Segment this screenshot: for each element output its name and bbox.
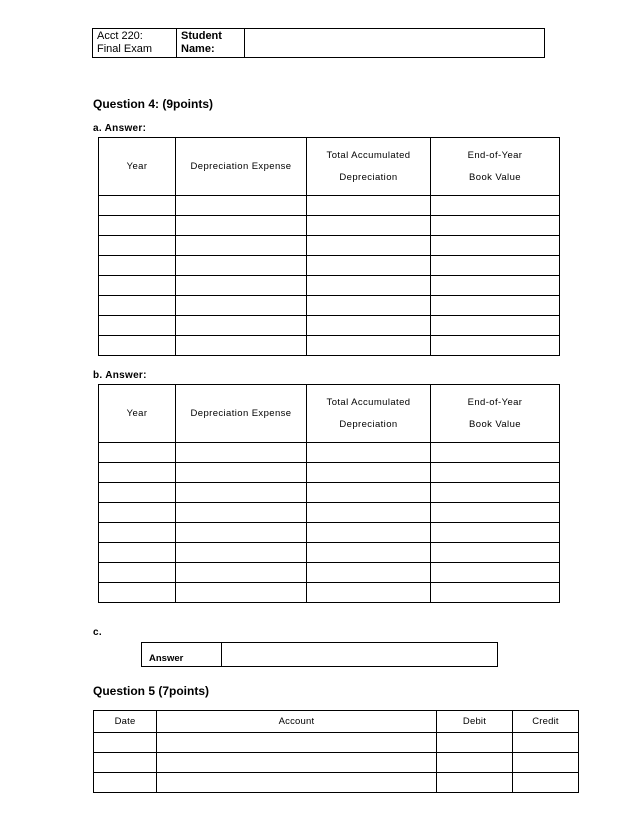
answer-cell[interactable] [99,583,176,603]
table-row [99,503,560,523]
answer-cell-input[interactable] [437,773,512,792]
table-row [99,336,560,356]
question-5-title: Question 5 (7points) [93,684,210,698]
table-b-body [99,443,560,603]
answer-cell-input[interactable] [94,773,156,792]
answer-cell-input[interactable] [431,296,559,315]
answer-cell-input[interactable] [431,543,559,562]
answer-cell[interactable] [99,543,176,563]
answer-cell[interactable] [307,276,431,296]
answer-cell[interactable] [157,773,437,793]
table-row [94,733,579,753]
table-row [99,563,560,583]
answer-cell-input[interactable] [437,733,512,752]
answer-cell[interactable] [307,563,431,583]
answer-cell-input[interactable] [431,503,559,522]
answer-cell-input[interactable] [176,196,306,215]
answer-cell[interactable] [431,316,560,336]
answer-cell[interactable] [99,296,176,316]
answer-cell[interactable] [94,773,157,793]
depreciation-table-a [98,137,560,356]
answer-cell[interactable] [99,196,176,216]
answer-cell-input[interactable] [157,753,436,772]
table-row [99,196,560,216]
answer-cell[interactable] [99,316,176,336]
answer-cell-input[interactable] [157,733,436,752]
answer-cell-input[interactable] [307,583,430,602]
col-date-header: Date [94,711,157,733]
answer-cell[interactable] [307,463,431,483]
answer-cell-input[interactable] [176,563,306,582]
col-book-value-header [431,138,560,196]
answer-cell[interactable] [99,563,176,583]
col-accumulated-header [307,138,431,196]
col-credit-header: Credit [513,711,579,733]
answer-cell-input[interactable] [99,463,175,482]
answer-cell-input[interactable] [176,523,306,542]
answer-cell-input[interactable] [99,563,175,582]
answer-cell-input[interactable] [431,276,559,295]
table-row [99,216,560,236]
answer-cell[interactable] [94,733,157,753]
table-row [99,523,560,543]
answer-cell[interactable] [307,583,431,603]
answer-cell-input[interactable] [307,256,430,275]
answer-cell[interactable] [307,236,431,256]
answer-cell[interactable] [176,523,307,543]
answer-cell[interactable] [437,753,513,773]
book-line2: Book Value [469,418,521,430]
answer-cell-input[interactable] [99,256,175,275]
answer-cell-input[interactable] [437,753,512,772]
answer-cell[interactable] [176,296,307,316]
answer-cell-input[interactable] [431,336,559,355]
table-row [99,483,560,503]
answer-cell-input[interactable] [307,316,430,335]
answer-cell[interactable] [307,483,431,503]
answer-cell-input[interactable] [99,296,175,315]
answer-cell[interactable] [431,256,560,276]
answer-cell[interactable] [431,483,560,503]
col-debit-header: Debit [437,711,513,733]
answer-cell[interactable] [176,216,307,236]
answer-cell-input[interactable] [176,276,306,295]
course-line1: Acct 220: [97,30,143,42]
answer-cell[interactable] [99,463,176,483]
answer-cell-input[interactable] [431,583,559,602]
answer-cell-input[interactable] [99,276,175,295]
answer-cell[interactable] [431,276,560,296]
col-year-header: Year [99,138,176,196]
answer-cell-input[interactable] [176,296,306,315]
table-row [94,753,579,773]
answer-cell[interactable] [176,316,307,336]
answer-cell[interactable] [307,523,431,543]
answer-cell-input[interactable] [307,236,430,255]
answer-cell-input[interactable] [431,256,559,275]
journal-body [94,733,579,793]
answer-cell-input[interactable] [513,773,578,792]
table-row [99,443,560,463]
answer-cell-input[interactable] [176,216,306,235]
answer-c-cell[interactable] [222,643,498,667]
answer-cell[interactable] [176,276,307,296]
answer-cell-input[interactable] [307,443,430,462]
table-b-header-row [99,385,560,443]
answer-cell[interactable] [307,296,431,316]
student-label-cell [177,29,245,58]
answer-cell[interactable] [431,523,560,543]
answer-cell[interactable] [307,196,431,216]
answer-cell-input[interactable] [176,483,306,502]
table-row [99,296,560,316]
answer-cell[interactable] [437,733,513,753]
answer-cell[interactable] [176,463,307,483]
answer-cell[interactable] [99,276,176,296]
answer-cell[interactable] [176,543,307,563]
answer-cell-input[interactable] [307,563,430,582]
table-row [99,236,560,256]
answer-cell-input[interactable] [176,583,306,602]
answer-cell-input[interactable] [431,563,559,582]
book-line1: End-of-Year [467,396,523,408]
answer-cell-input[interactable] [307,276,430,295]
table-row [99,256,560,276]
course-line2: Final Exam [97,43,153,55]
student-name-cell[interactable] [245,29,545,58]
answer-cell-input[interactable] [99,543,175,562]
answer-cell-input[interactable] [99,523,175,542]
answer-cell-input[interactable] [307,216,430,235]
answer-cell-input[interactable] [176,443,306,462]
col-depreciation-expense-header: Depreciation Expense [176,138,307,196]
answer-cell[interactable] [431,503,560,523]
answer-cell[interactable] [99,503,176,523]
answer-cell-input[interactable] [431,463,559,482]
answer-cell-input[interactable] [307,523,430,542]
answer-cell-input[interactable] [99,196,175,215]
answer-cell[interactable] [176,503,307,523]
student-line1: Student [181,30,222,42]
answer-cell[interactable] [431,196,560,216]
answer-c-label: Answer [142,643,222,667]
answer-cell[interactable] [307,316,431,336]
answer-cell[interactable] [176,563,307,583]
answer-c-table [141,642,498,667]
answer-cell[interactable] [307,256,431,276]
answer-cell-input[interactable] [99,316,175,335]
answer-cell-input[interactable] [307,296,430,315]
answer-cell[interactable] [431,296,560,316]
accum-line2: Depreciation [339,171,398,183]
answer-cell[interactable] [157,753,437,773]
answer-cell[interactable] [307,336,431,356]
answer-cell-input[interactable] [307,463,430,482]
col-accumulated-header [307,385,431,443]
student-line2: Name: [181,43,215,55]
answer-cell[interactable] [99,216,176,236]
answer-cell-input[interactable] [431,236,559,255]
answer-cell-input[interactable] [431,483,559,502]
col-year-header: Year [99,385,176,443]
part-c-label: c. [93,627,102,638]
course-cell [93,29,177,58]
table-row [99,543,560,563]
col-book-value-header [431,385,560,443]
answer-cell-input[interactable] [99,583,175,602]
accum-line1: Total Accumulated [326,396,411,408]
answer-cell-input[interactable] [307,503,430,522]
table-row [99,463,560,483]
answer-cell[interactable] [176,196,307,216]
part-b-label: b. Answer: [93,370,147,381]
accum-line1: Total Accumulated [326,149,411,161]
table-a-body [99,196,560,356]
answer-cell[interactable] [176,256,307,276]
book-line2: Book Value [469,171,521,183]
answer-cell-input[interactable] [176,503,306,522]
answer-c-input[interactable] [222,643,497,666]
answer-cell[interactable] [157,733,437,753]
table-row [94,773,579,793]
answer-cell-input[interactable] [99,483,175,502]
answer-cell-input[interactable] [431,216,559,235]
answer-cell[interactable] [99,236,176,256]
answer-cell[interactable] [431,236,560,256]
part-a-label: a. Answer: [93,123,147,134]
answer-cell[interactable] [99,483,176,503]
answer-cell[interactable] [307,443,431,463]
answer-cell-input[interactable] [431,523,559,542]
answer-cell[interactable] [176,483,307,503]
answer-cell[interactable] [431,583,560,603]
answer-cell[interactable] [176,336,307,356]
answer-cell[interactable] [513,733,579,753]
answer-cell-input[interactable] [176,543,306,562]
answer-cell[interactable] [513,753,579,773]
answer-cell-input[interactable] [176,336,306,355]
answer-cell[interactable] [307,503,431,523]
answer-cell-input[interactable] [176,256,306,275]
table-a-header-row [99,138,560,196]
student-name-input[interactable] [249,31,540,42]
answer-cell-input[interactable] [307,543,430,562]
answer-cell-input[interactable] [99,443,175,462]
answer-cell[interactable] [431,336,560,356]
answer-cell-input[interactable] [176,316,306,335]
answer-cell[interactable] [513,773,579,793]
answer-cell-input[interactable] [307,336,430,355]
answer-cell-input[interactable] [99,503,175,522]
col-account-header: Account [157,711,437,733]
question-4-title: Question 4: (9points) [93,97,213,111]
answer-cell-input[interactable] [431,316,559,335]
answer-cell[interactable] [307,216,431,236]
answer-cell[interactable] [99,256,176,276]
col-depreciation-expense-header: Depreciation Expense [176,385,307,443]
answer-cell[interactable] [176,443,307,463]
answer-cell[interactable] [99,443,176,463]
answer-cell[interactable] [431,463,560,483]
answer-cell[interactable] [431,543,560,563]
answer-cell[interactable] [437,773,513,793]
answer-cell[interactable] [176,236,307,256]
table-row [99,583,560,603]
table-row [99,276,560,296]
answer-cell-input[interactable] [431,443,559,462]
book-line1: End-of-Year [467,149,523,161]
answer-cell-input[interactable] [307,483,430,502]
answer-cell[interactable] [431,216,560,236]
answer-cell-input[interactable] [94,733,156,752]
answer-cell-input[interactable] [176,236,306,255]
table-row [99,316,560,336]
answer-cell[interactable] [99,336,176,356]
exam-header-table [92,28,545,58]
answer-cell-input[interactable] [157,773,436,792]
answer-cell[interactable] [99,523,176,543]
accum-line2: Depreciation [339,418,398,430]
answer-cell-input[interactable] [176,463,306,482]
answer-cell-input[interactable] [94,753,156,772]
answer-cell[interactable] [431,443,560,463]
answer-cell-input[interactable] [99,236,175,255]
answer-cell-input[interactable] [431,196,559,215]
answer-cell[interactable] [176,583,307,603]
depreciation-table-b [98,384,560,603]
answer-cell[interactable] [94,753,157,773]
answer-cell-input[interactable] [513,733,578,752]
answer-cell-input[interactable] [307,196,430,215]
answer-cell-input[interactable] [99,216,175,235]
answer-cell[interactable] [431,563,560,583]
journal-entry-table [93,710,579,793]
answer-cell-input[interactable] [99,336,175,355]
journal-header-row [94,711,579,733]
answer-cell[interactable] [307,543,431,563]
answer-cell-input[interactable] [513,753,578,772]
